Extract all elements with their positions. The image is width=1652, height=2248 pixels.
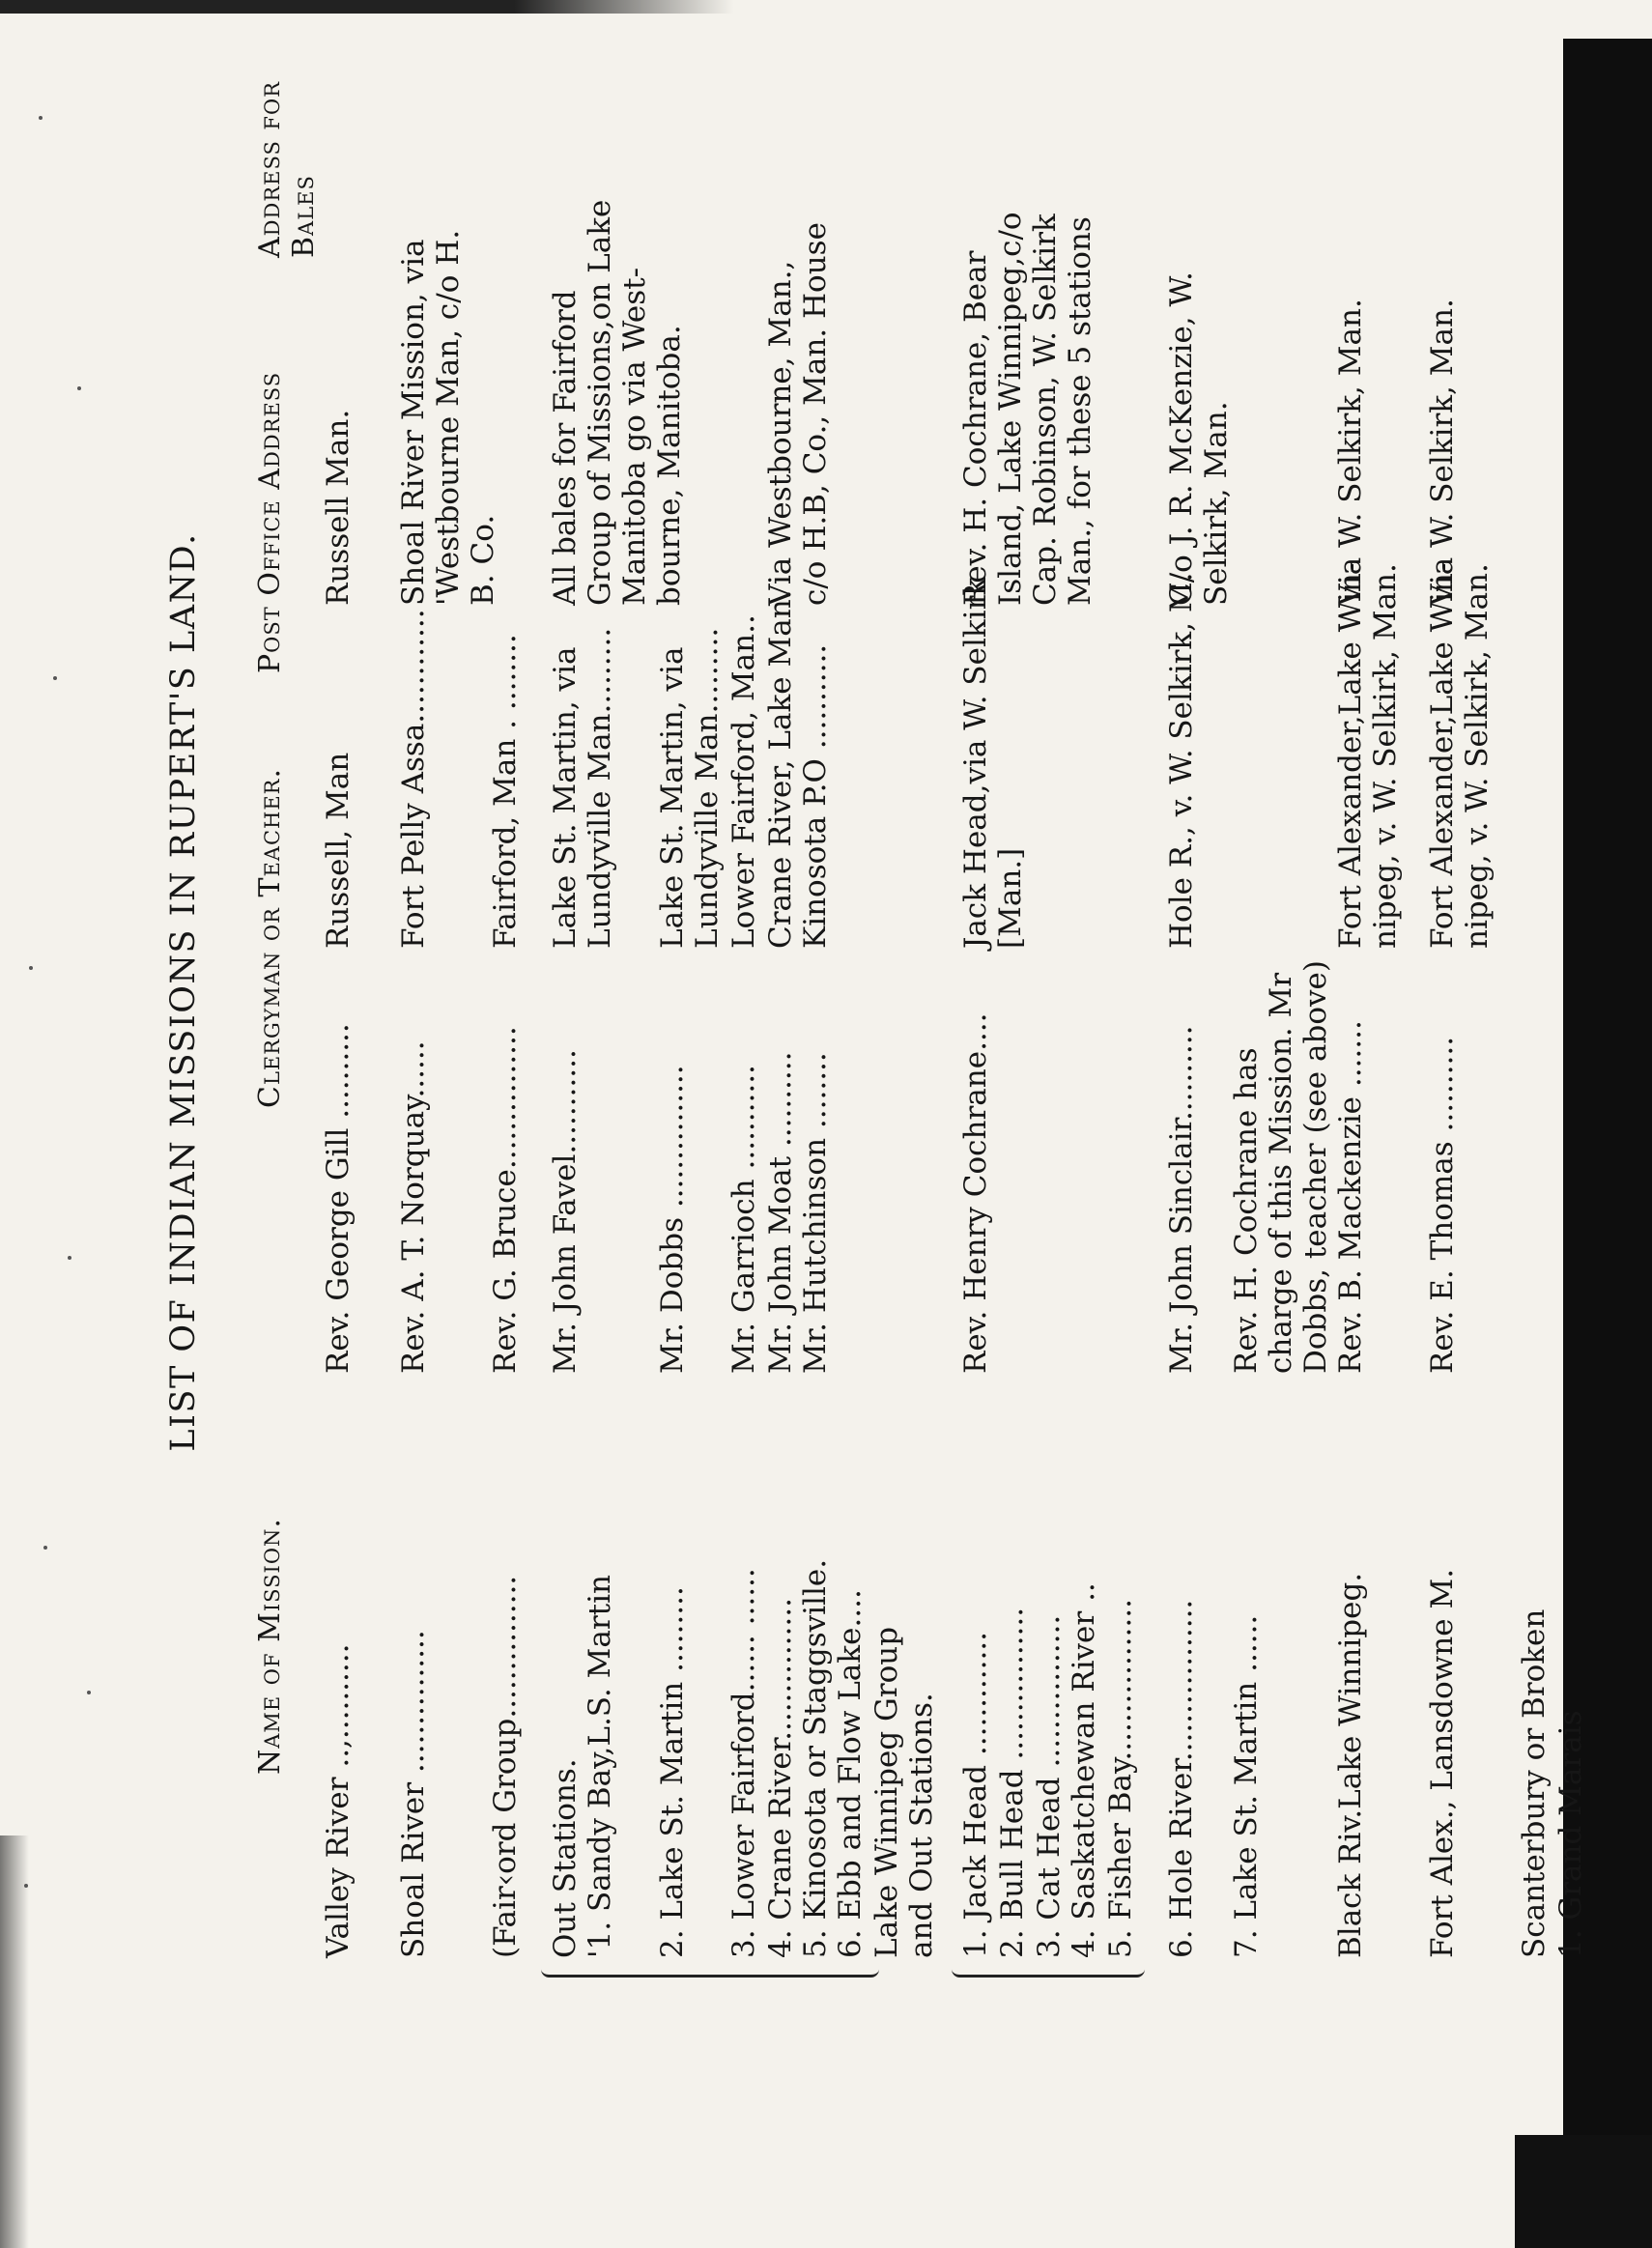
- bales-address: Via Westbourne, Man.,: [763, 260, 798, 606]
- clergyman-name: Mr. John Sinclair..........: [1164, 1025, 1199, 1374]
- mission-name: 4. Saskatchewan River ..: [1067, 1582, 1101, 1958]
- mission-name: (Fair‹ord Group...............: [488, 1575, 523, 1958]
- post-office-address: Jack Head,via W. Selkirk [Man.]: [958, 577, 1028, 949]
- post-office-address: Lake St. Martin, via Lundyville Man.........: [655, 627, 725, 949]
- mission-name: 1. Grand Marais: [1553, 1710, 1588, 1958]
- clergyman-name: Rev. E. Thomas ..........: [1425, 1036, 1460, 1374]
- scan-speck: [29, 966, 33, 970]
- mission-name: 3. Cat Head ................: [1032, 1614, 1067, 1958]
- post-office-address: Fort Alexander,Lake Win- nipeg, v. W. Selkirk, Man.: [1425, 562, 1495, 949]
- bales-address: c/o H.B, Co., Man. House: [798, 222, 833, 606]
- clergyman-name: Mr. Garrioch ...........: [726, 1065, 761, 1374]
- bales-address: Via W. Selkirk, Man.: [1333, 299, 1368, 606]
- bales-address: All bales for Fairford Group of Missions,on Lake Manitoba go via West- bourne, Manitoba.: [548, 199, 687, 606]
- bales-address: Via W. Selkirk, Man.: [1425, 299, 1460, 606]
- mission-name: Lake Winnipeg Group and Out Stations.: [869, 1626, 939, 1958]
- mission-name: Valley River ..,..........: [321, 1643, 356, 1958]
- mission-name: Out Stations. '1. Sandy Bay,L.S. Martin: [548, 1574, 617, 1958]
- bales-address: Shoal River Mission, via 'Westbourne Man, c/o H. B. Co.: [396, 229, 500, 606]
- post-office-address: Fort Alexander,Lake Win- nipeg, v. W. Selkirk, Man.: [1333, 562, 1403, 949]
- scan-speck: [87, 1691, 91, 1694]
- scan-speck: [24, 1884, 28, 1888]
- mission-name: 5. Kinosota or Staggsville.: [798, 1558, 833, 1958]
- mission-name: Fort Alex., Lansdowne M.: [1425, 1568, 1460, 1958]
- bales-address: Rev. H. Cochrane, Bear Island, Lake Winnipeg,c/o Cap. Robinson, W. Selkirk Man., for these 5 stations: [958, 212, 1097, 606]
- clergyman-name: Rev. George Gill ..........: [321, 1023, 356, 1374]
- clergyman-name: Mr. Dobbs ...............: [655, 1065, 690, 1374]
- mission-name: 6. Ebb and Flow Lake....: [833, 1589, 868, 1958]
- scan-speck: [77, 386, 81, 390]
- clergyman-name: Rev. H. Cochrane has charge of this Mission. Mr Dobbs, teacher (see above): [1229, 960, 1333, 1374]
- clergyman-name: Mr. John Moat ..........: [763, 1051, 798, 1374]
- clergyman-name: Rev. Henry Cochrane....: [958, 1012, 993, 1374]
- scan-speck: [43, 1546, 47, 1550]
- header-clergyman: Clergyman or Teacher.: [253, 767, 287, 1108]
- mission-name: Shoal River ...............: [396, 1630, 431, 1958]
- scan-speck: [53, 676, 57, 680]
- clergyman-name: Mr. Hutchinson ........: [798, 1052, 833, 1374]
- post-office-address: Fort Pelly Assa............: [396, 609, 431, 949]
- mission-name: 5. Fisher Bay.................: [1103, 1599, 1138, 1958]
- mission-name: 6. Hole River.................: [1164, 1599, 1199, 1958]
- post-office-address: Crane River, Lake Man.: [763, 589, 798, 949]
- scan-speck: [39, 116, 43, 120]
- header-post-office: Post Office Address: [253, 371, 287, 673]
- scan-speck: [68, 1256, 71, 1260]
- mission-name: 4. Crane River...............: [763, 1598, 798, 1958]
- mission-name: 3. Lower Fairford...... ......: [726, 1568, 761, 1958]
- post-office-address: Russell, Man: [321, 752, 356, 949]
- clergyman-name: Rev. A. T. Norquay......: [396, 1040, 431, 1374]
- post-office-address: Hole R., v. W. Selkirk, M.: [1164, 572, 1199, 949]
- group-brace: [952, 1961, 1145, 1978]
- mission-name: 7. Lake St. Martin ......: [1229, 1614, 1264, 1958]
- mission-name: 2. Lake St. Martin .........: [655, 1586, 690, 1958]
- header-bales: Address for Bales: [253, 80, 321, 258]
- mission-name: 2. Bull Head ................: [995, 1607, 1030, 1958]
- page-title: LIST OF INDIAN MISSIONS IN RUPERT'S LAND.: [164, 532, 203, 1452]
- group-brace: [541, 1961, 879, 1978]
- bales-address: C/o J. R. McKenzie, W. Selkirk, Man.: [1164, 271, 1234, 606]
- clergyman-name: Rev. B. Mackenzie .......: [1333, 1020, 1368, 1374]
- post-office-address: Kinosota P.O ...........: [798, 643, 833, 949]
- mission-name: Black Riv.Lake Winnipeg.: [1333, 1572, 1368, 1958]
- post-office-address: Lake St. Martin, via Lundyville Man.........: [548, 627, 617, 949]
- header-mission: Name of Mission.: [253, 1518, 287, 1775]
- column-headers: [253, 0, 321, 2248]
- post-office-address: Fairford, Man . ........: [488, 634, 523, 949]
- mission-name: Scanterbury or Broken: [1517, 1608, 1552, 1958]
- mission-name: 1. Jack Head .............: [958, 1631, 993, 1958]
- post-office-address: Lower Fairford, Man..: [726, 614, 761, 949]
- clergyman-name: Rev. G. Bruce...............: [488, 1026, 523, 1374]
- clergyman-name: Mr. John Favel...........: [548, 1049, 583, 1374]
- bales-address: Russell Man.: [321, 409, 356, 606]
